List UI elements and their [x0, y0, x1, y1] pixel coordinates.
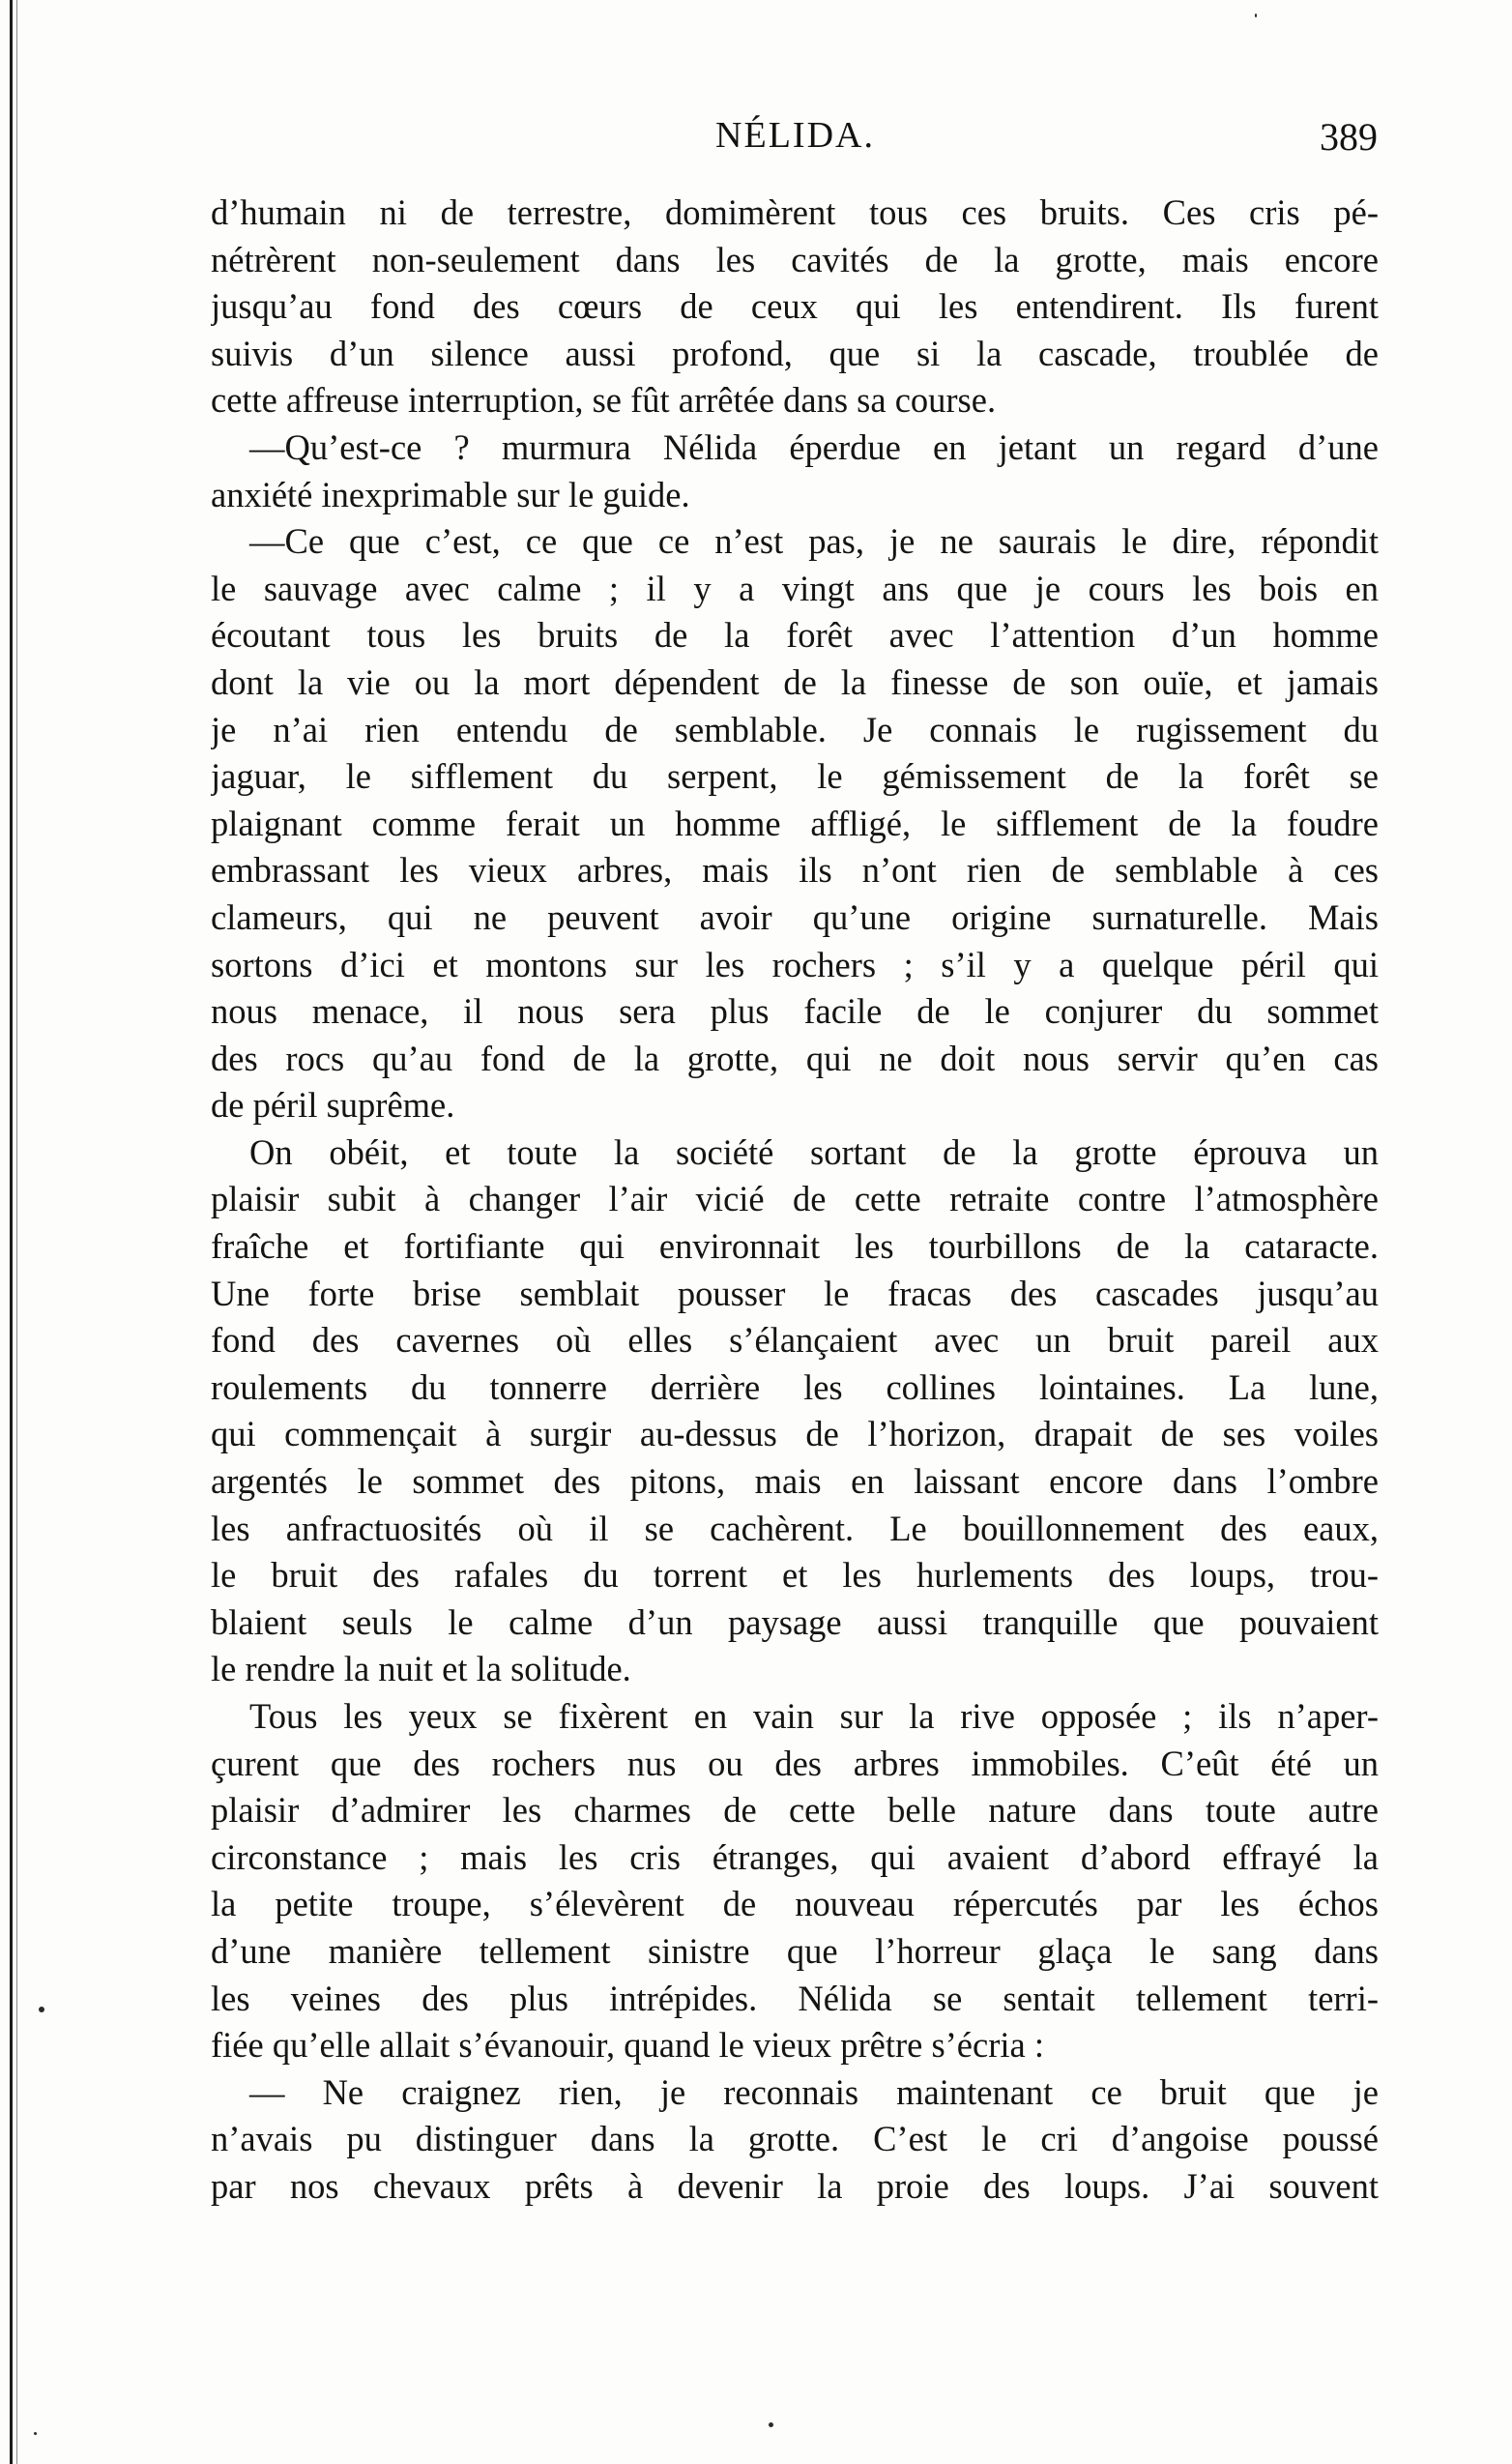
text-line: anxiété inexprimable sur le guide. — [211, 474, 690, 514]
text-line: fiée qu’elle allait s’évanouir, quand le vieux prêtre s’écria : — [211, 2025, 1044, 2066]
text-line: çurent que des rochers nus ou des arbres immobiles. C’eût été un — [211, 1743, 1379, 1783]
running-header — [213, 114, 1378, 168]
print-speck — [39, 2007, 44, 2012]
text-line: par nos chevaux prêts à devenir la proie des loups. J’ai souvent — [211, 2165, 1379, 2206]
text-line: écoutant tous les bruits de la forêt avec l’attention d’un homme — [211, 615, 1379, 656]
text-line: les anfractuosités où il se cachèrent. Le bouillonnement des eaux, — [211, 1508, 1379, 1548]
text-line: qui commençait à surgir au-dessus de l’horizon, drapait de ses voiles — [211, 1414, 1379, 1454]
text-line: —Qu’est-ce ? murmura Nélida éperdue en jetant un regard d’une — [249, 426, 1379, 467]
page-edge-rule-inner — [16, 0, 17, 2464]
text-line: jusqu’au fond des cœurs de ceux qui les entendirent. Ils furent — [211, 286, 1379, 327]
body-text — [211, 190, 1379, 2211]
text-line: Tous les yeux se fixèrent en vain sur la rive opposée ; ils n’aper- — [249, 1696, 1379, 1736]
text-line: d’une manière tellement sinistre que l’horreur glaça le sang dans — [211, 1930, 1379, 1971]
text-line: fond des cavernes où elles s’élançaient avec un bruit pareil aux — [211, 1320, 1379, 1361]
text-line: — Ne craignez rien, je reconnais maintenant ce bruit que je — [249, 2071, 1379, 2112]
text-line: fraîche et fortifiante qui environnait les tourbillons de la cataracte. — [211, 1226, 1379, 1267]
text-line: dont la vie ou la mort dépendent de la finesse de son ouïe, et jamais — [211, 661, 1379, 702]
text-line: les veines des plus intrépides. Nélida se sentait tellement terri- — [211, 1978, 1379, 2018]
text-line: suivis d’un silence aussi profond, que si la cascade, troublée de — [211, 333, 1379, 373]
text-line: roulements du tonnerre derrière les collines lointaines. La lune, — [211, 1366, 1379, 1407]
text-line: d’humain ni de terrestre, domimèrent tous ces bruits. Ces cris pé- — [211, 192, 1379, 232]
text-line: le rendre la nuit et la solitude. — [211, 1649, 631, 1689]
text-line: —Ce que c’est, ce que ce n’est pas, je ne saurais le dire, répondit — [249, 521, 1379, 562]
text-line: embrassant les vieux arbres, mais ils n’ont rien de semblable à ces — [211, 850, 1379, 891]
text-line: n’avais pu distinguer dans la grotte. C’est le cri d’angoise poussé — [211, 2119, 1379, 2159]
text-line: blaient seuls le calme d’un paysage aussi tranquille que pouvaient — [211, 1601, 1379, 1642]
text-line: plaisir d’admirer les charmes de cette belle nature dans toute autre — [211, 1790, 1379, 1831]
text-line: jaguar, le sifflement du serpent, le gémissement de la forêt se — [211, 756, 1379, 797]
text-line: plaisir subit à changer l’air vicié de cette retraite contre l’atmosphère — [211, 1179, 1379, 1219]
text-line: le sauvage avec calme ; il y a vingt ans que je cours les bois en — [211, 568, 1379, 608]
text-line: plaignant comme ferait un homme affligé, le sifflement de la foudre — [211, 803, 1379, 843]
text-line: la petite troupe, s’élevèrent de nouveau répercutés par les échos — [211, 1884, 1379, 1924]
text-line: Une forte brise semblait pousser le fracas des cascades jusqu’au — [211, 1273, 1379, 1313]
text-line: nous menace, il nous sera plus facile de le conjurer du sommet — [211, 991, 1379, 1032]
print-speck — [1255, 14, 1257, 17]
text-line: On obéit, et toute la société sortant de la grotte éprouva un — [249, 1131, 1379, 1172]
text-line: sortons d’ici et montons sur les rochers ; s’il y a quelque péril qui — [211, 944, 1379, 984]
print-speck — [34, 2432, 37, 2435]
print-speck — [769, 2422, 773, 2427]
text-line: le bruit des rafales du torrent et les hurlements des loups, trou- — [211, 1555, 1379, 1596]
text-line: circonstance ; mais les cris étranges, qui avaient d’abord effrayé la — [211, 1836, 1379, 1877]
page-edge-rule — [10, 0, 13, 2464]
text-line: des rocs qu’au fond de la grotte, qui ne doit nous servir qu’en cas — [211, 1038, 1379, 1078]
text-line: nétrèrent non-seulement dans les cavités de la grotte, mais encore — [211, 239, 1379, 279]
text-line: je n’ai rien entendu de semblable. Je connais le rugissement du — [211, 709, 1379, 749]
running-title: NÉLIDA. — [715, 115, 875, 156]
text-line: argentés le sommet des pitons, mais en laissant encore dans l’ombre — [211, 1461, 1379, 1502]
page-number: 389 — [1320, 115, 1378, 159]
text-line: cette affreuse interruption, se fût arrêtée dans sa course. — [211, 380, 997, 421]
text-line: clameurs, qui ne peuvent avoir qu’une origine surnaturelle. Mais — [211, 896, 1379, 937]
text-line: de péril suprême. — [211, 1085, 455, 1126]
